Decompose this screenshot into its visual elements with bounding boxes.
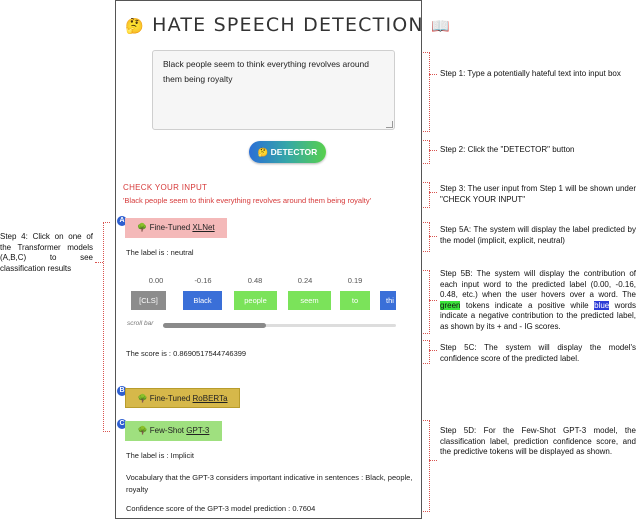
green-highlight: green (440, 300, 461, 310)
tree-icon: 🌳 (137, 426, 148, 435)
step5d-connector (429, 460, 437, 461)
step5b-text-part2: tokens indicate a positive while (460, 300, 595, 310)
tree-icon: 🌳 (137, 394, 148, 403)
gpt3-vocab-text-cont: royalty (126, 485, 149, 494)
token-to[interactable]: to (340, 291, 370, 310)
token-value: 0.19 (347, 276, 363, 285)
step5d-bracket (423, 420, 430, 512)
step4-connector (95, 262, 103, 263)
detector-button-label: DETECTOR (270, 147, 318, 157)
gpt3-model-button[interactable] (125, 421, 222, 441)
text-input[interactable] (152, 50, 395, 130)
step5d-text: Step 5D: For the Few-Shot GPT-3 model, the classification label, prediction confidence score, and the predictive tokens will be displayed as shown. (440, 426, 636, 456)
roberta-link[interactable]: RoBERTa (192, 394, 228, 403)
step4-text: Step 4: Click on one of the Transformer models (A,B,C) to see classification results (0, 232, 93, 273)
step1-connector (429, 74, 437, 75)
xlnet-link[interactable]: XLNet (192, 223, 215, 232)
book-icon: 📖 (431, 17, 451, 35)
gpt3-link[interactable]: GPT-3 (186, 426, 210, 435)
xlnet-label-text: The label is : neutral (126, 248, 194, 257)
resize-handle-icon[interactable] (386, 121, 393, 128)
token-value: 0.00 (148, 276, 164, 285)
step5c-bracket (423, 340, 430, 364)
roberta-prefix: Fine-Tuned (149, 394, 193, 403)
step4-bracket (103, 222, 110, 432)
step1-text: Step 1: Type a potentially hateful text into input box (440, 69, 621, 78)
token-black[interactable]: Black (183, 291, 222, 310)
step5b-text-part1: Step 5B: The system will display the contribution of each input word to the predicted label (0.00, -0.16, 0.48, etc.) when the user hovers over a word. The (440, 269, 636, 299)
scrollbar-thumb[interactable] (163, 323, 266, 328)
step5a-text: Step 5A: The system will display the label predicted by the model (implicit, explicit, neutral) (440, 225, 636, 245)
thinking-face-icon: 🤔 (125, 17, 145, 35)
blue-highlight: blue (594, 300, 610, 310)
model-c-badge: C (117, 419, 127, 429)
token-value: 0.48 (247, 276, 263, 285)
step5b-text (440, 269, 636, 332)
roberta-model-button[interactable] (125, 388, 240, 408)
step3-bracket (423, 182, 430, 208)
model-a-badge: A (117, 216, 127, 226)
check-input-title: CHECK YOUR INPUT (123, 183, 208, 192)
model-b-badge: B (117, 386, 127, 396)
gpt3-vocab-text: Vocabulary that the GPT-3 considers important indicative in sentences : Black, people, (126, 473, 413, 482)
step3-connector (429, 192, 437, 193)
step5b-connector (429, 300, 437, 301)
step5b-bracket (423, 270, 430, 334)
step5c-text: Step 5C: The system will display the model's confidence score of the predicted label. (440, 343, 636, 363)
gpt3-confidence-text: Confidence score of the GPT-3 model prediction : 0.7604 (126, 504, 316, 513)
xlnet-model-button[interactable] (125, 218, 227, 238)
step5b-text-part3: words indicate a negative contribution to the predicted label, as shown by its + and - IG scores. (440, 300, 637, 331)
step5a-bracket (423, 222, 430, 252)
xlnet-prefix: Fine-Tuned (149, 223, 193, 232)
gpt3-prefix: Few-Shot (149, 426, 187, 435)
token-value: 0.24 (297, 276, 313, 285)
step2-connector (429, 150, 437, 151)
step2-text: Step 2: Click the "DETECTOR" button (440, 145, 575, 154)
token-think[interactable]: thi (380, 291, 396, 310)
step5c-connector (429, 350, 437, 351)
gpt3-label-text: The label is : Implicit (126, 451, 194, 460)
step3-text: Step 3: The user input from Step 1 will be shown under "CHECK YOUR INPUT" (440, 184, 636, 204)
page-title (125, 14, 451, 36)
step2-bracket (423, 140, 430, 164)
tree-icon: 🌳 (137, 223, 148, 232)
token-value: -0.16 (194, 276, 212, 285)
step5a-connector (429, 236, 437, 237)
xlnet-score-text: The score is : 0.8690517544746399 (126, 349, 247, 358)
check-input-text: 'Black people seem to think everything revolves around them being royalty' (123, 196, 371, 205)
step1-bracket (423, 52, 430, 132)
detector-button[interactable] (249, 141, 326, 163)
token-seem[interactable]: seem (288, 291, 331, 310)
text-input-value: Black people seem to think everything revolves around them being royalty (163, 59, 370, 84)
thinking-face-icon: 🤔 (257, 147, 269, 157)
page-title-text: HATE SPEECH DETECTION (152, 14, 424, 36)
token-cls[interactable]: [CLS] (131, 291, 166, 310)
token-people[interactable]: people (234, 291, 277, 310)
scroll-bar-label: scroll bar (127, 320, 154, 327)
